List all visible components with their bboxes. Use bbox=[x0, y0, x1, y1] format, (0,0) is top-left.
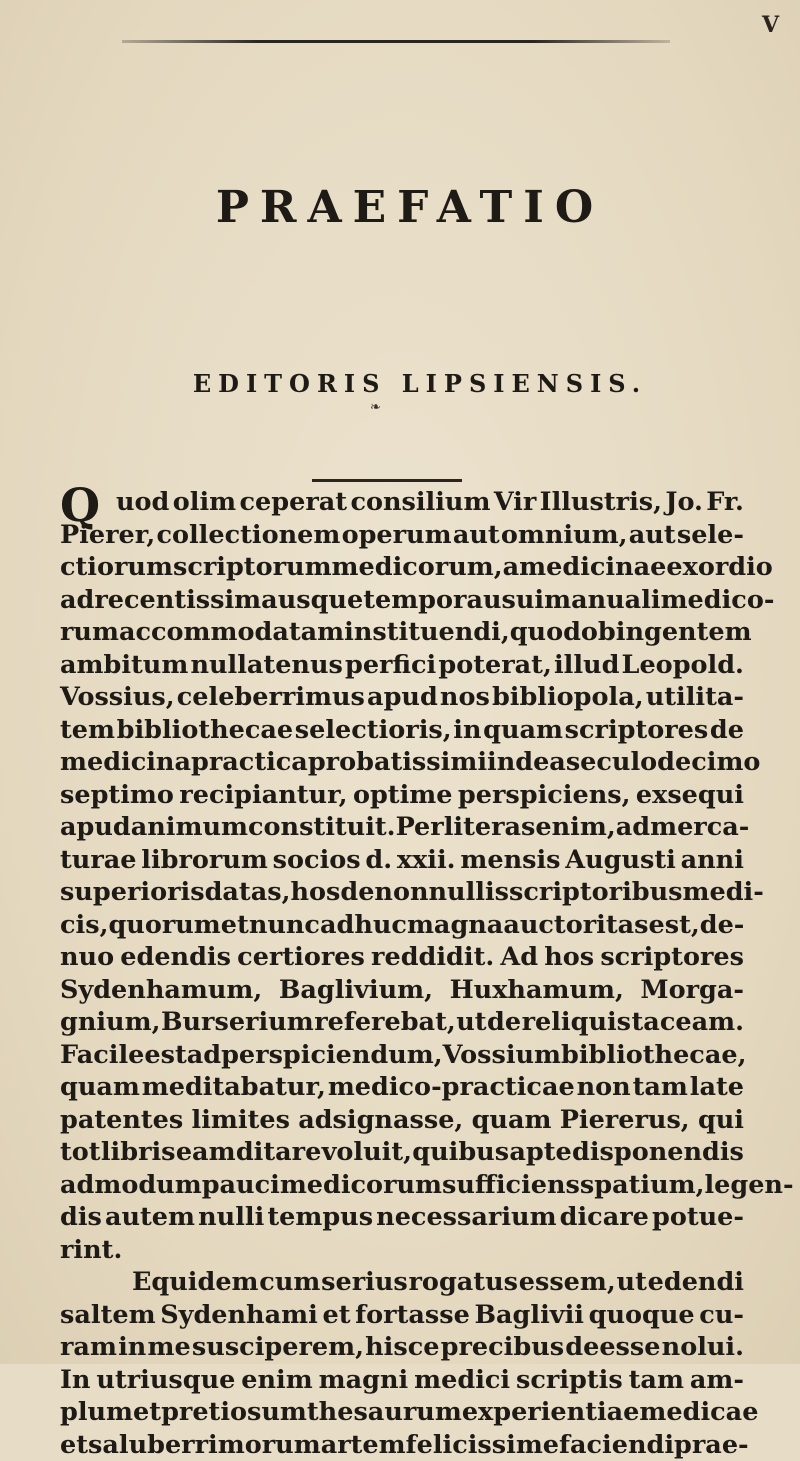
text-line: In utriusque enim magni medici scriptis tam am- bbox=[60, 1364, 744, 1397]
text-line: Facile est ad perspiciendum, Vossium bibliothecae, bbox=[60, 1039, 744, 1072]
page-subtitle: EDITORIS LIPSIENSIS. bbox=[40, 369, 800, 398]
text-line: apud animum constituit. Per literas enim, ad merca- bbox=[60, 811, 744, 844]
text-line: rint. bbox=[60, 1234, 744, 1267]
text-line: saltem Sydenhami et fortasse Baglivii quoque cu- bbox=[60, 1299, 744, 1332]
text-line: patentes limites adsignasse, quam Piererus, qui bbox=[60, 1104, 744, 1137]
text-line: Equidem cum serius rogatus essem, ut edendi bbox=[60, 1266, 744, 1299]
page-signature-mark: V bbox=[762, 12, 779, 38]
text-line: Sydenhamum, Baglivium, Huxhamum, Morga- bbox=[60, 974, 744, 1007]
page-title: PRAEFATIO bbox=[20, 182, 800, 233]
text-line: tot libris eam ditare voluit, quibus apte disponendis bbox=[60, 1136, 744, 1169]
text-line: tem bibliothecae selectioris, in quam scriptores de bbox=[60, 714, 744, 747]
text-line: ctiorum scriptorum medicorum, a medicinae exordio bbox=[60, 551, 744, 584]
text-line: medicina practica probatissimi inde a seculo decimo bbox=[60, 746, 744, 779]
text-line: dis autem nulli tempus necessarium dicare potue- bbox=[60, 1201, 744, 1234]
text-line: et saluberrimorum artem felicissime faciendi prae- bbox=[60, 1429, 744, 1461]
section-rule bbox=[312, 479, 462, 482]
text-line: nuo edendis certiores reddidit. Ad hos scriptores bbox=[60, 941, 744, 974]
text-line: rum accommodatam instituendi, quod ob ingentem bbox=[60, 616, 744, 649]
text-line: Pierer, collectionem operum aut omnium, aut sele- bbox=[60, 519, 744, 552]
text-line: turae librorum socios d. xxii. mensis Augusti anni bbox=[60, 844, 744, 877]
text-line: Q uod olim ceperat consilium Vir Illustris, Jo. Fr. bbox=[60, 486, 744, 519]
text-line: superioris datas, hos de nonnullis scriptoribus medi- bbox=[60, 876, 744, 909]
text-line: septimo recipiantur, optime perspiciens, exsequi bbox=[60, 779, 744, 812]
text-line: quam meditabatur, medico-practicae non tam late bbox=[60, 1071, 744, 1104]
header-rule bbox=[122, 40, 670, 43]
drop-cap: Q bbox=[60, 482, 100, 528]
text-line: ambitum nullatenus perfici poterat, illud Leopold. bbox=[60, 649, 744, 682]
text-line: plum et pretiosum thesaurum experientiae medicae bbox=[60, 1396, 744, 1429]
text-line: cis, quorum et nunc adhuc magna auctoritas est, de- bbox=[60, 909, 744, 942]
preface-body bbox=[60, 486, 744, 1461]
text-line: ram in me susciperem, hisce precibus deesse nolui. bbox=[60, 1331, 744, 1364]
text-line: Vossius, celeberrimus apud nos bibliopola, utilita- bbox=[60, 681, 744, 714]
text-line: ad recentissima usque tempora usui manuali medico- bbox=[60, 584, 744, 617]
ornament-icon: ❧ bbox=[370, 400, 381, 415]
text-line: admodum pauci medicorum sufficiens spatium, legen- bbox=[60, 1169, 744, 1202]
text-line: gnium, Burserium referebat, ut de reliquis taceam. bbox=[60, 1006, 744, 1039]
